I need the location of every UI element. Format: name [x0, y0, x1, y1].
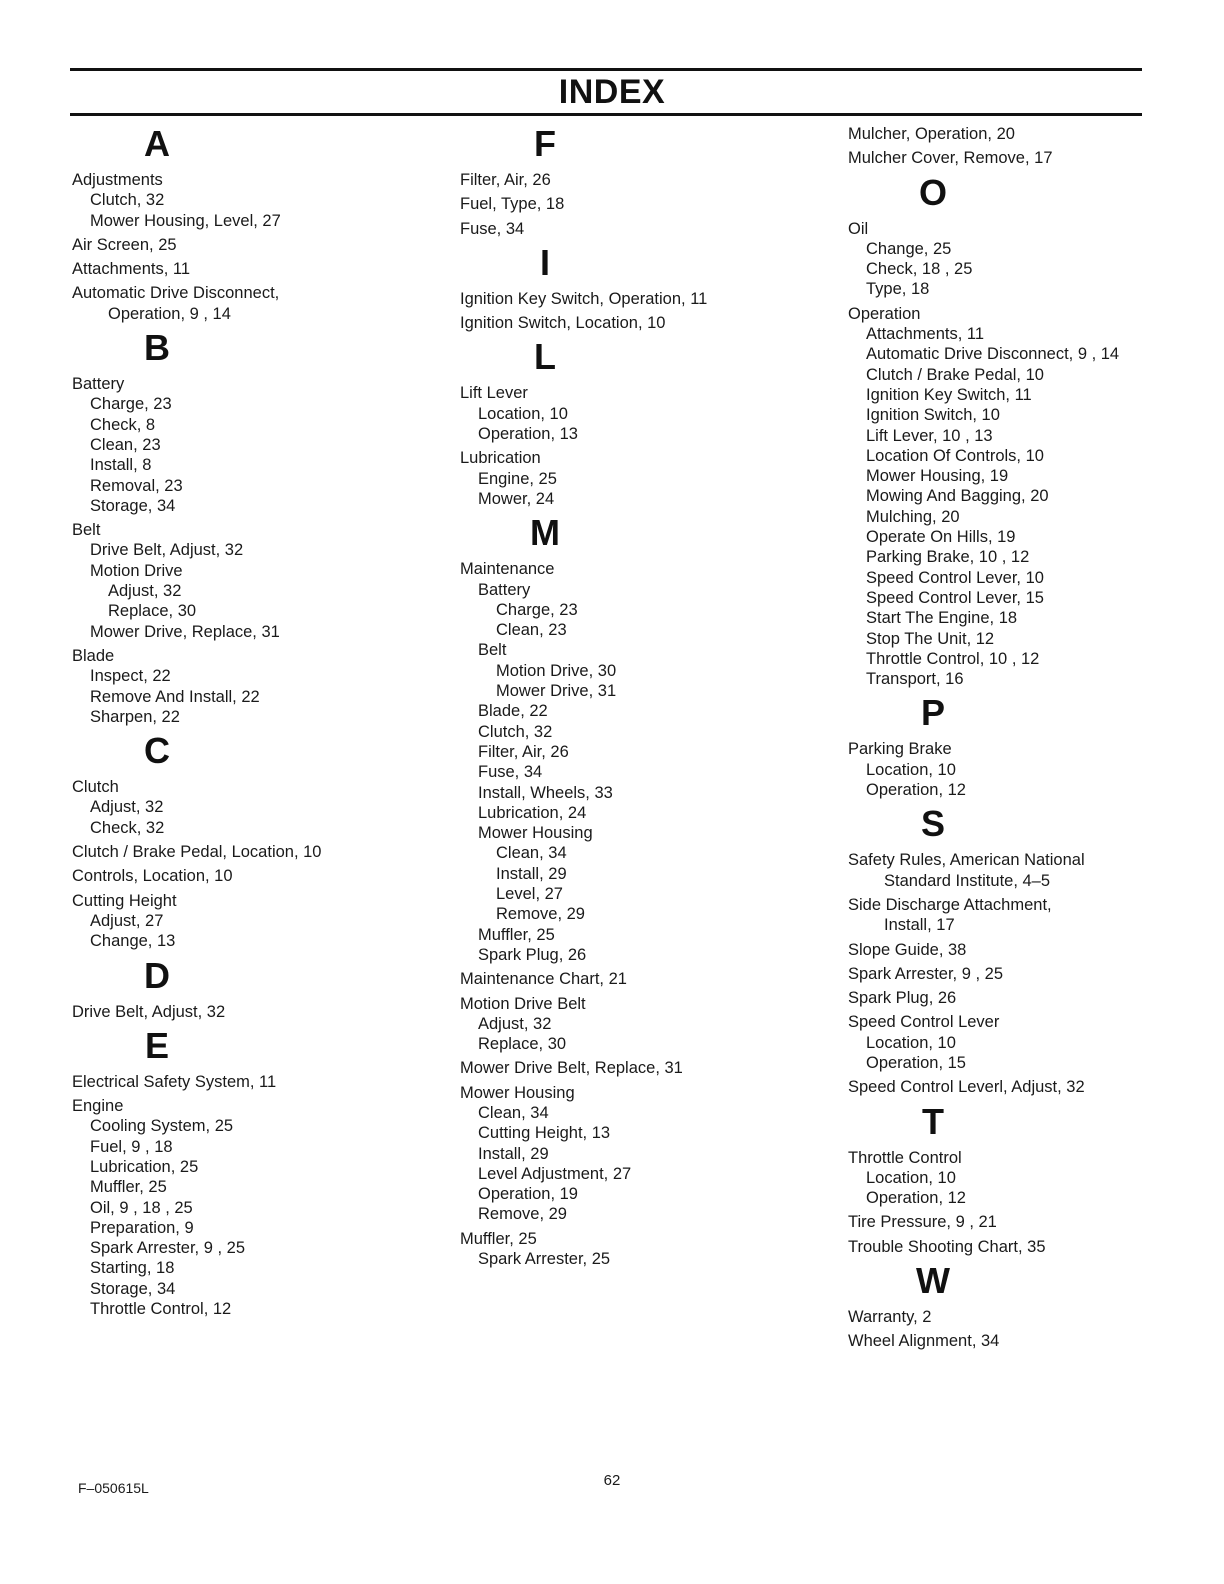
index-subentry: Spark Plug, 26: [478, 945, 587, 964]
index-subentry: Mower, 24: [478, 489, 555, 508]
index-subentry: Belt: [478, 641, 507, 660]
index-subentry: Location Of Controls, 10: [866, 446, 1044, 465]
index-subentry: Storage, 34: [90, 496, 176, 515]
index-subentry: Remove, 29: [478, 1205, 567, 1224]
document-code: F–050615L: [78, 1480, 149, 1496]
index-entry: Engine: [72, 1097, 124, 1116]
index-subentry: Change, 25: [866, 239, 952, 258]
index-subentry: Standard Institute, 4–5: [884, 871, 1051, 890]
index-section-e: [72, 1026, 392, 1320]
index-entry: Automatic Drive Disconnect,: [72, 284, 280, 303]
index-subentry: Operate On Hills, 19: [866, 528, 1016, 547]
index-subentry: Parking Brake, 10 , 12: [866, 548, 1030, 567]
index-subentry: Operation, 15: [866, 1053, 966, 1072]
index-entry: Safety Rules, American National: [848, 851, 1085, 870]
index-entry: Mower Housing: [460, 1083, 575, 1102]
section-letter: C: [144, 730, 170, 772]
index-subentry: Operation, 12: [866, 781, 966, 800]
index-entry: Filter, Air, 26: [460, 171, 551, 189]
index-entry: Throttle Control: [848, 1148, 962, 1167]
index-subentry: Engine, 25: [478, 469, 557, 488]
index-subentry: Inspect, 22: [90, 667, 171, 686]
index-section-f: [460, 124, 780, 239]
index-subentry: Spark Arrester, 9 , 25: [90, 1239, 245, 1258]
index-entry: Maintenance Chart, 21: [460, 970, 627, 989]
index-column-1: [72, 120, 392, 1319]
index-subentry: Mowing And Bagging, 20: [866, 487, 1049, 506]
index-subentry: Mower Housing, Level, 27: [90, 211, 281, 230]
index-subentry: Mower Drive, Replace, 31: [90, 622, 280, 641]
index-subentry: Operation, 9 , 14: [108, 304, 231, 323]
index-subentry: Ignition Switch, 10: [866, 406, 1000, 425]
index-subentry: Blade, 22: [478, 702, 548, 721]
index-entry: Mulcher, Operation, 20: [848, 125, 1015, 143]
index-subentry: Motion Drive: [90, 561, 183, 580]
index-subentry: Change, 13: [90, 932, 176, 951]
index-entry: Attachments, 11: [72, 260, 191, 279]
index-entry: Muffler, 25: [460, 1229, 537, 1248]
index-entry: Lift Lever: [460, 384, 528, 403]
index-subentry: Lubrication, 24: [478, 803, 587, 822]
index-subentry: Battery: [478, 580, 531, 599]
section-letter: E: [144, 1024, 169, 1066]
index-subentry: Transport, 16: [866, 670, 964, 689]
index-subentry: Automatic Drive Disconnect, 9 , 14: [866, 345, 1120, 364]
index-subentry: Location, 10: [866, 1033, 956, 1052]
section-letter: S: [920, 803, 945, 845]
index-entry: Fuel, Type, 18: [460, 195, 565, 214]
section-letter: W: [916, 1260, 950, 1302]
index-subentry: Location, 10: [478, 404, 568, 423]
index-entry: Parking Brake: [848, 740, 952, 759]
index-subentry: Throttle Control, 10 , 12: [866, 649, 1040, 668]
index-subentry: Operation, 19: [478, 1185, 578, 1204]
index-subentry: Motion Drive, 30: [496, 661, 617, 680]
index-entry: Side Discharge Attachment,: [848, 895, 1052, 914]
index-entry: Belt: [72, 521, 101, 540]
index-section-a: [72, 124, 392, 324]
index-entry: Blade: [72, 646, 115, 665]
section-letter: T: [922, 1100, 944, 1142]
index-entry: Spark Arrester, 9 , 25: [848, 964, 1003, 983]
title-underline: [70, 113, 1142, 116]
index-subentry: Cooling System, 25: [90, 1117, 234, 1136]
index-subentry: Speed Control Lever, 15: [866, 588, 1044, 607]
index-subentry: Install, 8: [90, 456, 152, 475]
index-entry: Oil: [848, 219, 869, 238]
index-subentry: Lubrication, 25: [90, 1157, 199, 1176]
index-subentry: Storage, 34: [90, 1279, 176, 1298]
index-subentry: Cutting Height, 13: [478, 1124, 611, 1143]
index-subentry: Fuel, 9 , 18: [90, 1137, 173, 1156]
index-subentry: Clean, 23: [496, 621, 567, 640]
index-subentry: Filter, Air, 26: [478, 742, 569, 761]
section-letter: M: [530, 512, 560, 554]
section-letter: O: [918, 171, 947, 213]
index-entry: Mulcher Cover, Remove, 17: [848, 149, 1053, 168]
index-subentry: Oil, 9 , 18 , 25: [90, 1198, 193, 1217]
index-subentry: Clean, 34: [496, 844, 567, 863]
index-subentry: Muffler, 25: [90, 1178, 167, 1197]
index-entry: Clutch / Brake Pedal, Location, 10: [72, 843, 322, 862]
index-subentry: Mower Housing, 19: [866, 467, 1009, 486]
index-subentry: Check, 18 , 25: [866, 260, 973, 279]
index-subentry: Adjust, 27: [90, 911, 164, 930]
index-subentry: Install, Wheels, 33: [478, 783, 613, 802]
index-section-i: [460, 243, 780, 334]
index-section-c: [72, 731, 392, 951]
index-subentry: Type, 18: [866, 280, 930, 299]
index-subentry: Speed Control Lever, 10: [866, 568, 1044, 587]
index-section-b: [72, 328, 392, 727]
page-number: 62: [603, 1472, 621, 1489]
index-subentry: Check, 32: [90, 818, 165, 837]
index-subentry: Preparation, 9: [90, 1218, 194, 1237]
index-section-w: [848, 1261, 1148, 1352]
index-subentry: Install, 17: [884, 916, 955, 935]
index-entry: Mower Drive Belt, Replace, 31: [460, 1059, 683, 1078]
section-letter: F: [534, 123, 556, 164]
index-subentry: Muffler, 25: [478, 925, 555, 944]
index-subentry: Ignition Key Switch, 11: [866, 385, 1032, 404]
index-subentry: Spark Arrester, 25: [478, 1250, 611, 1269]
index-section-o: [848, 173, 1148, 690]
index-entry: Clutch: [72, 778, 119, 797]
section-letter: L: [534, 336, 556, 378]
section-letter: B: [144, 327, 170, 369]
index-subentry: Location, 10: [866, 1168, 956, 1187]
index-subentry: Clean, 23: [90, 435, 161, 454]
index-subentry: Throttle Control, 12: [90, 1300, 232, 1319]
index-subentry: Attachments, 11: [866, 325, 985, 344]
index-entry: Operation: [848, 304, 921, 323]
index-subentry: Mower Housing: [478, 824, 593, 843]
index-section-s: [848, 804, 1148, 1097]
index-subentry: Replace, 30: [108, 602, 197, 621]
page-title: INDEX: [558, 73, 666, 111]
index-section-l: [460, 337, 780, 509]
index-section-continued: [848, 124, 1148, 169]
index-subentry: Drive Belt, Adjust, 32: [90, 541, 244, 560]
index-section-t: [848, 1102, 1148, 1257]
index-subentry: Location, 10: [866, 760, 956, 779]
index-entry: Electrical Safety System, 11: [72, 1072, 277, 1091]
index-column-3: [848, 120, 1148, 1352]
index-entry: Cutting Height: [72, 891, 177, 910]
index-entry: Warranty, 2: [848, 1308, 932, 1327]
index-entry: Trouble Shooting Chart, 35: [848, 1237, 1046, 1256]
index-entry: Ignition Switch, Location, 10: [460, 314, 666, 333]
index-subentry: Starting, 18: [90, 1259, 175, 1278]
index-column-2: [460, 120, 780, 1269]
index-entry: Air Screen, 25: [72, 235, 177, 254]
index-subentry: Clutch / Brake Pedal, 10: [866, 365, 1044, 384]
index-subentry: Removal, 23: [90, 476, 183, 495]
index-section-d: [72, 956, 392, 1022]
index-entry: Fuse, 34: [460, 219, 525, 238]
index-subentry: Install, 29: [496, 864, 567, 883]
index-section-m: [460, 513, 780, 1269]
index-subentry: Start The Engine, 18: [866, 609, 1018, 628]
index-subentry: Clutch, 32: [90, 191, 165, 210]
index-subentry: Adjust, 32: [108, 582, 182, 601]
section-letter: I: [539, 241, 550, 283]
index-subentry: Fuse, 34: [478, 763, 543, 782]
section-letter: A: [144, 123, 170, 164]
index-entry: Speed Control Lever: [848, 1013, 1000, 1032]
index-subentry: Remove, 29: [496, 905, 585, 924]
index-entry: Adjustments: [72, 171, 163, 189]
index-entry: Motion Drive Belt: [460, 994, 586, 1013]
section-letter: P: [920, 692, 945, 734]
index-subentry: Clutch, 32: [478, 722, 553, 741]
index-entry: Battery: [72, 375, 125, 394]
index-subentry: Stop The Unit, 12: [866, 629, 995, 648]
index-entry: Maintenance: [460, 560, 555, 579]
index-subentry: Remove And Install, 22: [90, 687, 260, 706]
index-entry: Ignition Key Switch, Operation, 11: [460, 289, 708, 308]
index-subentry: Adjust, 32: [478, 1014, 552, 1033]
index-subentry: Mulching, 20: [866, 507, 960, 526]
index-entry: Wheel Alignment, 34: [848, 1332, 1000, 1351]
index-entry: Tire Pressure, 9 , 21: [848, 1213, 997, 1232]
top-rule: [70, 68, 1142, 71]
index-entry: Speed Control Leverl, Adjust, 32: [848, 1078, 1085, 1097]
index-subentry: Operation, 13: [478, 425, 578, 444]
index-section-p: [848, 693, 1148, 800]
index-subentry: Charge, 23: [496, 600, 578, 619]
index-entry: Controls, Location, 10: [72, 867, 233, 886]
index-subentry: Operation, 12: [866, 1189, 966, 1208]
index-entry: Spark Plug, 26: [848, 989, 957, 1008]
index-entry: Lubrication: [460, 449, 541, 468]
index-subentry: Lift Lever, 10 , 13: [866, 426, 993, 445]
index-subentry: Check, 8: [90, 415, 156, 434]
index-subentry: Replace, 30: [478, 1035, 567, 1054]
index-subentry: Level, 27: [496, 885, 563, 904]
index-entry: Drive Belt, Adjust, 32: [72, 1002, 226, 1021]
section-letter: D: [144, 954, 170, 996]
index-subentry: Level Adjustment, 27: [478, 1164, 632, 1183]
index-subentry: Adjust, 32: [90, 798, 164, 817]
index-subentry: Install, 29: [478, 1144, 549, 1163]
index-subentry: Sharpen, 22: [90, 707, 180, 726]
index-subentry: Clean, 34: [478, 1103, 549, 1122]
index-entry: Slope Guide, 38: [848, 940, 967, 959]
index-subentry: Mower Drive, 31: [496, 682, 617, 701]
index-subentry: Charge, 23: [90, 395, 172, 414]
